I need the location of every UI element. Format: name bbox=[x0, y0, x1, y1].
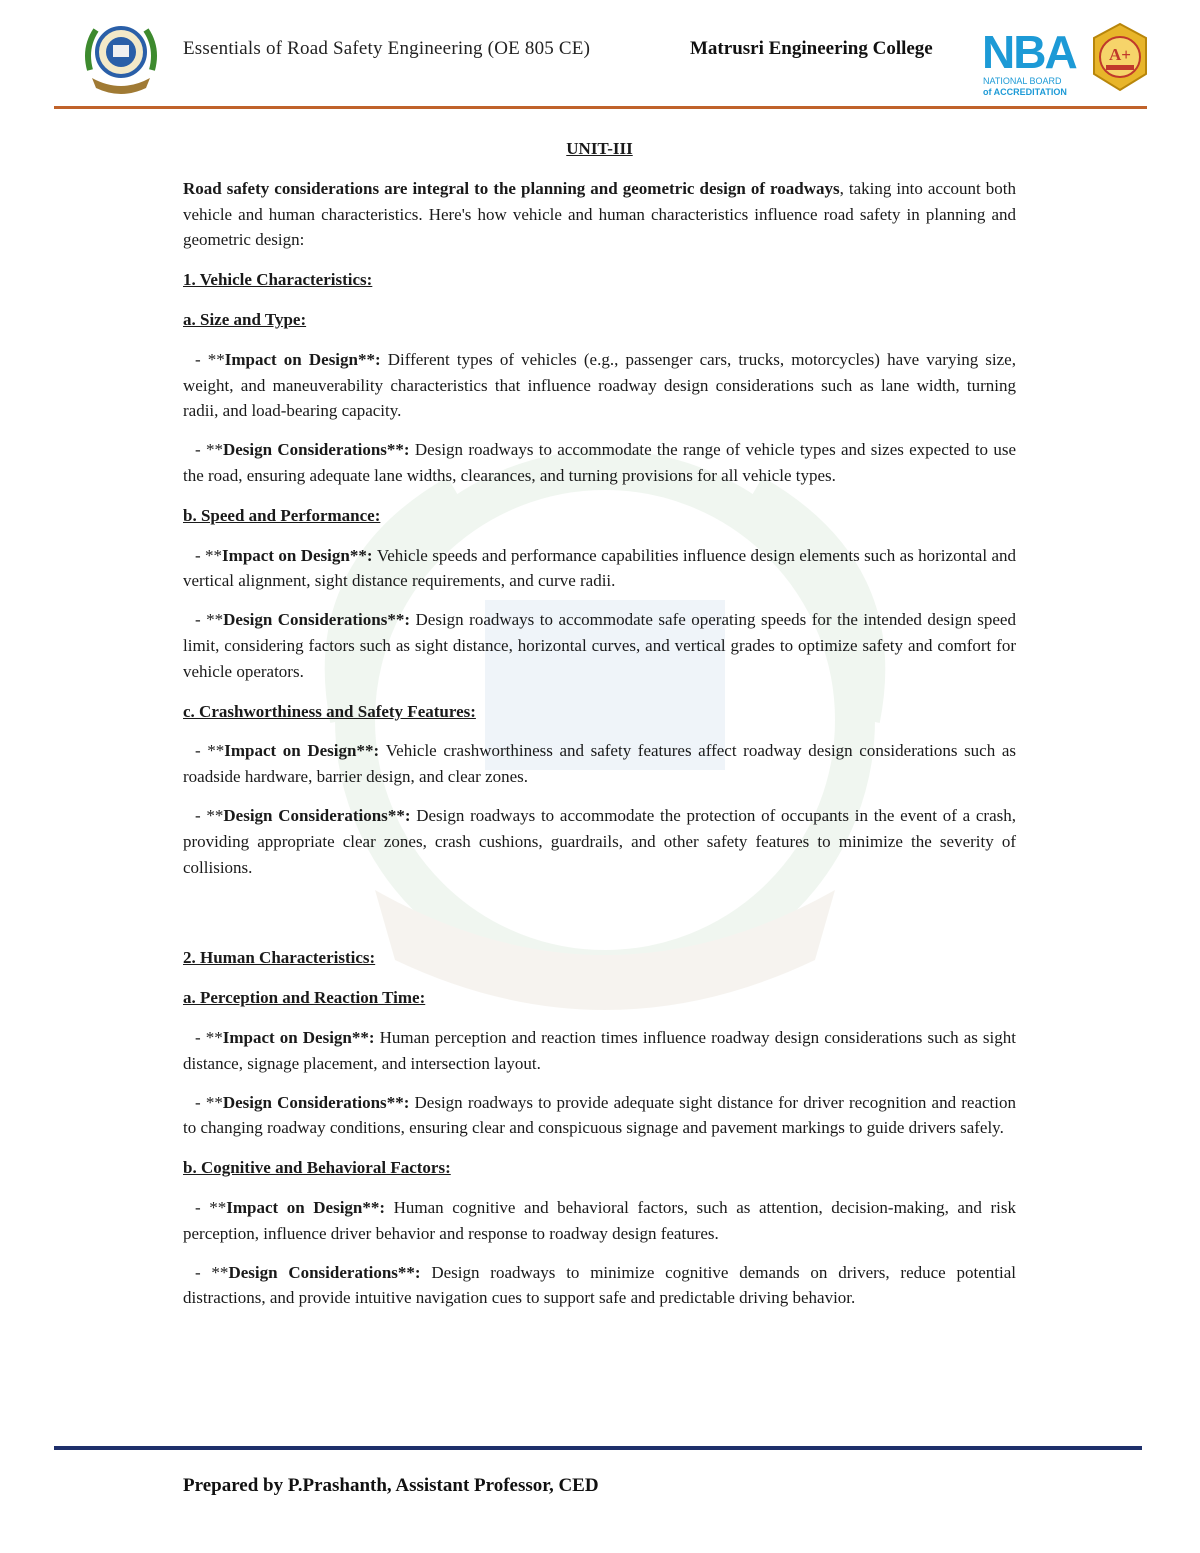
course-title: Essentials of Road Safety Engineering (OE 805 CE) bbox=[183, 38, 591, 59]
badge-grade: A+ bbox=[1109, 45, 1131, 64]
footer-rule bbox=[54, 1446, 1142, 1450]
intro-paragraph bbox=[183, 176, 1016, 253]
nba-logo-letters: NBA bbox=[982, 26, 1076, 78]
intro-bold: Road safety considerations are integral to the planning and geometric design of roadways bbox=[183, 178, 840, 198]
bullet-paragraph: - **Design Considerations**: Design roadways to provide adequate sight distance for driver recognition and reaction to changing roadway conditions, ensuring clear and conspicuous signage and pavement markings to guide drivers safely. bbox=[183, 1092, 1017, 1138]
section-gap bbox=[183, 893, 1016, 931]
subsection-heading: b. Speed and Performance: bbox=[183, 505, 381, 525]
unit-title: UNIT-III bbox=[566, 139, 633, 158]
bullet-paragraph: - **Design Considerations**: Design roadways to accommodate the protection of occupants in the event of a crash, providing appropriate clear zones, crash cushions, guardrails, and other safety features to minimize the severity of collisions. bbox=[183, 805, 1016, 877]
subsection-heading: c. Crashworthiness and Safety Features: bbox=[183, 701, 476, 721]
bullet-paragraph: - **Design Considerations**: Design roadways to minimize cognitive demands on drivers, reduce potential distractions, and provide intuitive navigation cues to support safe and predictable driving behavior. bbox=[183, 1262, 1016, 1308]
matrusri-college-logo bbox=[82, 18, 160, 96]
bullet-paragraph: - **Impact on Design**: Human perception and reaction times influence roadway design considerations such as sight distance, signage placement, and intersection layout. bbox=[183, 1027, 1016, 1073]
section-heading: 2. Human Characteristics: bbox=[183, 948, 376, 968]
footer-prepared-by: Prepared by P.Prashanth, Assistant Professor, CED bbox=[183, 1475, 599, 1496]
header-rule bbox=[54, 106, 1147, 109]
page-header bbox=[0, 0, 1200, 115]
bullet-paragraph: - **Impact on Design**: Human cognitive and behavioral factors, such as attention, decision-making, and risk perception, influence driver behavior and response to roadway design features. bbox=[183, 1197, 1016, 1243]
intro-rest: , taking into account both vehicle and human characteristics. Here's how vehicle and human characteristics influence road safety in planning and geometric design: bbox=[183, 178, 1016, 250]
nba-logo-line2: of ACCREDITATION bbox=[983, 87, 1067, 97]
naac-aplus-badge bbox=[1088, 22, 1152, 92]
section-heading: 1. Vehicle Characteristics: bbox=[183, 270, 373, 290]
subsection-heading: b. Cognitive and Behavioral Factors: bbox=[183, 1158, 451, 1178]
document-body bbox=[183, 130, 1016, 1324]
bullet-paragraph: - **Design Considerations**: Design roadways to accommodate safe operating speeds for the intended design speed limit, considering factors such as sight distance, horizontal curves, and vertical grades to optimize safety and comfort for vehicle operators. bbox=[183, 610, 1016, 681]
bullet-paragraph: - **Impact on Design**: Vehicle crashworthiness and safety features affect roadway design considerations such as roadside hardware, barrier design, and clear zones. bbox=[183, 741, 1016, 787]
nba-logo-line1: NATIONAL BOARD bbox=[983, 76, 1062, 86]
nba-logo bbox=[980, 24, 1078, 100]
bullet-paragraph: - **Impact on Design**: Different types of vehicles (e.g., passenger cars, trucks, motorcycles) have varying size, weight, and maneuverability characteristics that influence roadway design considerations such as lane width, turning radii, and load-bearing capacity. bbox=[183, 349, 1016, 421]
subsection-heading: a. Size and Type: bbox=[183, 309, 307, 329]
bullet-paragraph: - **Impact on Design**: Vehicle speeds and performance capabilities influence design elements such as horizontal and vertical alignment, sight distance requirements, and curve radii. bbox=[183, 545, 1016, 591]
bullet-paragraph: - **Design Considerations**: Design roadways to accommodate the range of vehicle types and sizes expected to use the road, ensuring adequate lane widths, clearances, and turning provisions for all vehicle types. bbox=[183, 440, 1016, 485]
subsection-heading: a. Perception and Reaction Time: bbox=[183, 988, 426, 1008]
college-name: Matrusri Engineering College bbox=[690, 38, 933, 59]
